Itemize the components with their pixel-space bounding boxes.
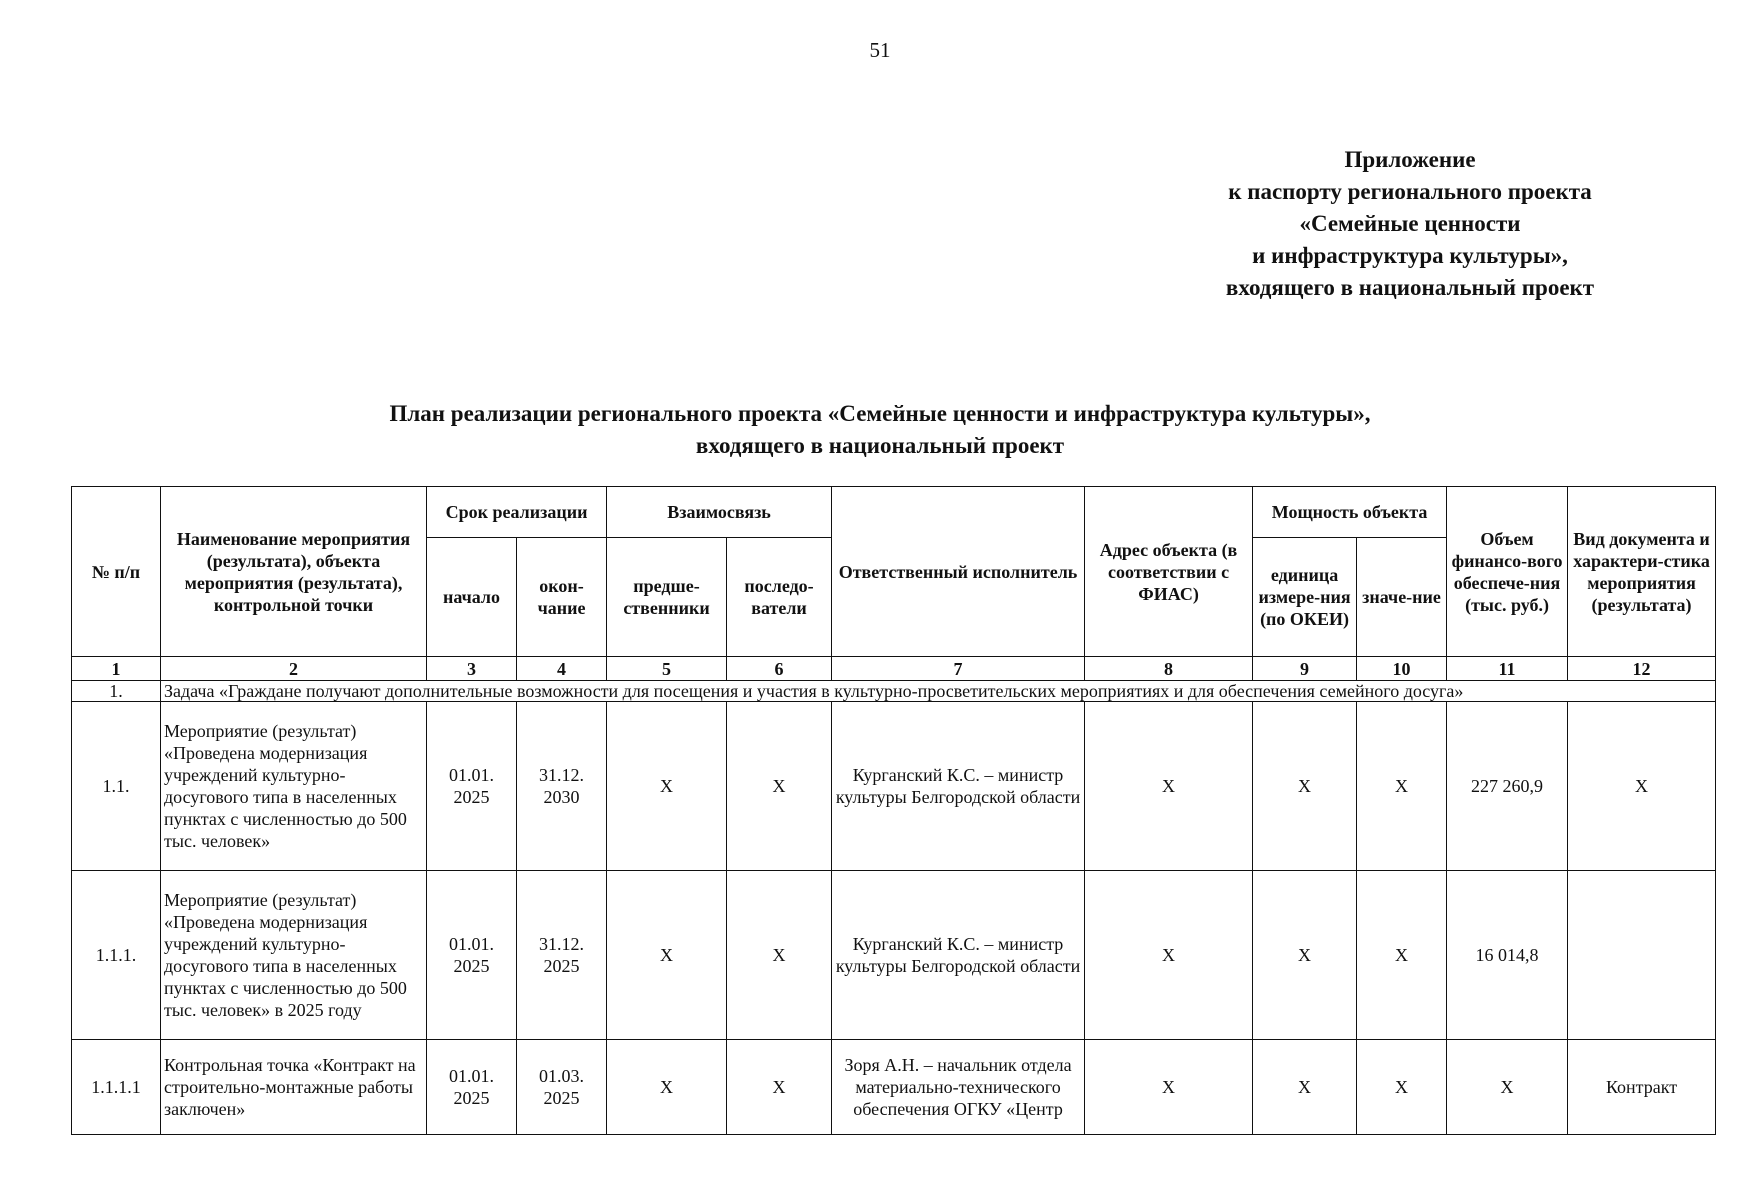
header-capacity-unit: единица измере-ния (по ОКЕИ) [1253,538,1357,657]
header-address: Адрес объекта (в соответствии с ФИАС) [1085,487,1253,657]
row-start: 01.01. 2025 [427,702,517,871]
plan-title-line: План реализации регионального проекта «Семейные ценности и инфраструктура культуры», [389,401,1371,426]
row-prev: Х [607,702,727,871]
header-responsible: Ответственный исполнитель [832,487,1085,657]
appendix-heading [1160,144,1660,304]
row-name: Контрольная точка «Контракт на строительно-монтажные работы заключен» [161,1040,427,1135]
row-end: 31.12. 2030 [517,702,607,871]
row-address: Х [1085,702,1253,871]
row-value: Х [1357,702,1447,871]
column-number: 8 [1085,657,1253,681]
header-name: Наименование мероприятия (результата), объекта мероприятия (результата), контрольной точки [161,487,427,657]
column-number: 11 [1447,657,1568,681]
column-number-row [72,657,1716,681]
row-responsible: Зоря А.Н. – начальник отдела материально-технического обеспечения ОГКУ «Центр [832,1040,1085,1135]
header-term-start: начало [427,538,517,657]
row-finance: Х [1447,1040,1568,1135]
row-value: Х [1357,1040,1447,1135]
header-doc: Вид документа и характери-стика мероприятия (результата) [1568,487,1716,657]
header-finance: Объем финансо-вого обеспече-ния (тыс. руб.) [1447,487,1568,657]
row-next: Х [727,871,832,1040]
header-number: № п/п [72,487,161,657]
row-prev: Х [607,871,727,1040]
row-next: Х [727,702,832,871]
appendix-line: Приложение [1344,147,1476,172]
column-number: 12 [1568,657,1716,681]
column-number: 4 [517,657,607,681]
row-unit: Х [1253,702,1357,871]
column-number: 2 [161,657,427,681]
appendix-line: входящего в национальный проект [1225,275,1595,300]
header-term: Срок реализации [427,487,607,538]
row-end: 31.12. 2025 [517,871,607,1040]
row-finance: 227 260,9 [1447,702,1568,871]
task-text: Задача «Граждане получают дополнительные возможности для посещения и участия в культурно-просветительских мероприятиях и для обеспечения семейного досуга» [161,681,1716,702]
header-link-prev: предше-ственники [607,538,727,657]
task-row [72,681,1716,702]
column-number: 6 [727,657,832,681]
plan-title-line: входящего в национальный проект [695,433,1065,458]
row-start: 01.01. 2025 [427,1040,517,1135]
row-start: 01.01. 2025 [427,871,517,1040]
plan-table [71,486,1716,1135]
row-doc: Контракт [1568,1040,1716,1135]
row-responsible: Курганский К.С. – министр культуры Белгородской области [832,702,1085,871]
table-row [72,1040,1716,1135]
table-row [72,702,1716,871]
column-number: 1 [72,657,161,681]
appendix-line: «Семейные ценности [1299,211,1521,236]
appendix-line: и инфраструктура культуры», [1252,243,1568,268]
header-link-next: последо-ватели [727,538,832,657]
table-row [72,871,1716,1040]
header-link: Взаимосвязь [607,487,832,538]
header-row-1 [72,487,1716,538]
row-doc: Х [1568,702,1716,871]
header-capacity-value: значе-ние [1357,538,1447,657]
column-number: 3 [427,657,517,681]
row-name: Мероприятие (результат) «Проведена модернизация учреждений культурно-досугового типа в населенных пунктах с численностью до 500 тыс. человек» в 2025 году [161,871,427,1040]
column-number: 9 [1253,657,1357,681]
row-name: Мероприятие (результат) «Проведена модернизация учреждений культурно-досугового типа в населенных пунктах с численностью до 500 тыс. человек» [161,702,427,871]
column-number: 10 [1357,657,1447,681]
column-number: 7 [832,657,1085,681]
header-capacity: Мощность объекта [1253,487,1447,538]
row-responsible: Курганский К.С. – министр культуры Белгородской области [832,871,1085,1040]
row-finance: 16 014,8 [1447,871,1568,1040]
row-address: Х [1085,1040,1253,1135]
row-unit: Х [1253,1040,1357,1135]
row-value: Х [1357,871,1447,1040]
row-unit: Х [1253,871,1357,1040]
header-term-end: окон-чание [517,538,607,657]
appendix-line: к паспорту регионального проекта [1228,179,1592,204]
column-number: 5 [607,657,727,681]
row-address: Х [1085,871,1253,1040]
row-number: 1.1.1.1 [72,1040,161,1135]
row-next: Х [727,1040,832,1135]
row-end: 01.03. 2025 [517,1040,607,1135]
task-number: 1. [72,681,161,702]
page-number: 51 [869,38,891,62]
row-number: 1.1. [72,702,161,871]
row-doc [1568,871,1716,1040]
row-number: 1.1.1. [72,871,161,1040]
plan-title [0,398,1760,462]
row-prev: Х [607,1040,727,1135]
